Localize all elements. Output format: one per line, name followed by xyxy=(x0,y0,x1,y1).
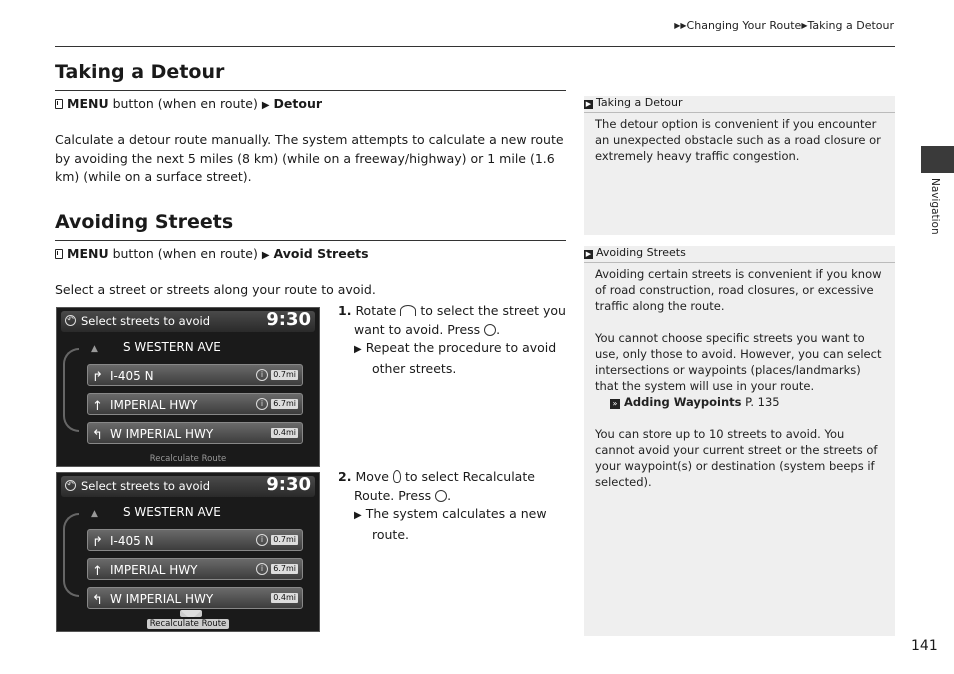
sidebar-note-detour: ▶ Taking a Detour The detour option is convenient if you encounter an unexpected obstacle such as a road closure or extremely heavy traffic congestion. xyxy=(584,96,895,235)
double-arrow-icon: ▶▶ xyxy=(674,21,687,30)
nav-screen-1 xyxy=(56,307,320,467)
section-title-detour: Taking a Detour xyxy=(55,61,225,83)
recalculate-route-button[interactable]: Recalculate Route xyxy=(149,454,227,464)
page-number: 141 xyxy=(911,638,938,654)
list-item[interactable]: ↱ I-405 N i 0.7mi xyxy=(87,529,303,551)
interface-dial-move-icon xyxy=(393,470,401,483)
arrow-icon: ▶ xyxy=(354,344,362,355)
info-icon[interactable]: i xyxy=(256,534,268,546)
step-2: 2. Move to select Recalculate Route. Press . ▶ The system calculates a new route. xyxy=(338,469,547,542)
recalculate-route-button[interactable]: Recalculate Route xyxy=(57,619,319,629)
sidebar-note-heading: ▶ Avoiding Streets xyxy=(584,246,895,263)
menu-path-detour: MENU button (when en route) ▶ Detour xyxy=(55,96,322,111)
info-icon[interactable]: i xyxy=(256,563,268,575)
scroll-arc xyxy=(63,513,79,597)
breadcrumb-part-1[interactable]: Changing Your Route xyxy=(686,19,802,32)
turn-left-icon: ↰ xyxy=(92,593,103,608)
screen-title-bar: ↶ Select streets to avoid 9:30 xyxy=(61,311,315,332)
north-icon: ▲ xyxy=(91,344,98,354)
down-arrow-icon xyxy=(180,610,202,617)
chapter-tab-label: Navigation xyxy=(929,178,941,235)
note-icon: ▶ xyxy=(585,250,592,258)
avoid-description: Select a street or streets along your route to avoid. xyxy=(55,282,376,297)
screen-title-bar: ↶ Select streets to avoid 9:30 xyxy=(61,476,315,497)
sidebar-note-heading: ▶ Taking a Detour xyxy=(584,96,895,113)
note-icon: ▶ xyxy=(585,100,592,108)
back-icon[interactable]: ↶ xyxy=(65,480,76,491)
arrow-icon: ▶ xyxy=(801,21,808,30)
turn-left-icon: ↰ xyxy=(92,428,103,443)
breadcrumb xyxy=(674,19,894,32)
list-item[interactable]: ▲ S WESTERN AVE xyxy=(87,501,303,523)
interface-dial-rotate-icon xyxy=(400,305,416,316)
section-divider xyxy=(55,90,566,91)
step-1: 1. Rotate to select the street you want to avoid. Press . ▶ Repeat the procedure to avoid other streets. xyxy=(338,303,566,376)
sidebar-note-avoid: ▶ Avoiding Streets Avoiding certain streets is convenient if you know of road construction, road closures, or excessive traffic along the route. You cannot choose specific streets you want to use, only those to avoid. However, you can select intersections or waypoints (places/landmarks) that the system will use in your route. » Adding Waypoints P. 135 You can store up to 10 streets to avoid. You cannot avoid your current street or the streets of your waypoint(s) or destination (system beeps if selected). xyxy=(584,246,895,636)
arrow-icon: ▶ xyxy=(354,510,362,521)
menu-path-avoid: MENU button (when en route) ▶ Avoid Streets xyxy=(55,246,369,261)
breadcrumb-part-2[interactable]: Taking a Detour xyxy=(807,19,894,32)
list-item[interactable]: ↑ IMPERIAL HWY i 6.7mi xyxy=(87,393,303,415)
arrow-icon: ▶ xyxy=(261,100,270,111)
chapter-tab[interactable] xyxy=(921,146,954,173)
turn-right-icon: ↱ xyxy=(92,535,103,550)
north-icon: ▲ xyxy=(91,509,98,519)
back-icon[interactable]: ↶ xyxy=(65,315,76,326)
info-icon[interactable]: i xyxy=(256,398,268,410)
list-item[interactable]: ↱ I-405 N i 0.7mi xyxy=(87,364,303,386)
nav-screen-2 xyxy=(56,472,320,632)
turn-right-icon: ↱ xyxy=(92,370,103,385)
menu-button-icon xyxy=(55,249,63,259)
arrow-icon: ▶ xyxy=(261,250,270,261)
link-icon: » xyxy=(610,399,620,409)
cross-reference-link[interactable]: » Adding Waypoints P. 135 xyxy=(595,394,885,410)
scroll-arc xyxy=(63,348,79,432)
menu-button-icon xyxy=(55,99,63,109)
street-list xyxy=(87,501,305,625)
straight-icon: ↑ xyxy=(92,399,103,414)
interface-dial-push-icon xyxy=(484,324,496,336)
interface-dial-push-icon xyxy=(435,490,447,502)
section-title-avoid: Avoiding Streets xyxy=(55,211,234,233)
top-divider xyxy=(55,46,895,47)
info-icon[interactable]: i xyxy=(256,369,268,381)
street-list xyxy=(87,336,305,460)
list-item[interactable]: ▲ S WESTERN AVE xyxy=(87,336,303,358)
section-divider xyxy=(55,240,566,241)
list-item[interactable]: ↰ W IMPERIAL HWY 0.4mi xyxy=(87,422,303,444)
list-item[interactable]: ↑ IMPERIAL HWY i 6.7mi xyxy=(87,558,303,580)
straight-icon: ↑ xyxy=(92,564,103,579)
detour-description: Calculate a detour route manually. The system attempts to calculate a new route by avoiding the next 5 miles (8 km) (while on a freeway/highway) or 1 mile (1.6 km) (while on a surface street). xyxy=(55,132,564,184)
list-item[interactable]: ↰ W IMPERIAL HWY 0.4mi xyxy=(87,587,303,609)
